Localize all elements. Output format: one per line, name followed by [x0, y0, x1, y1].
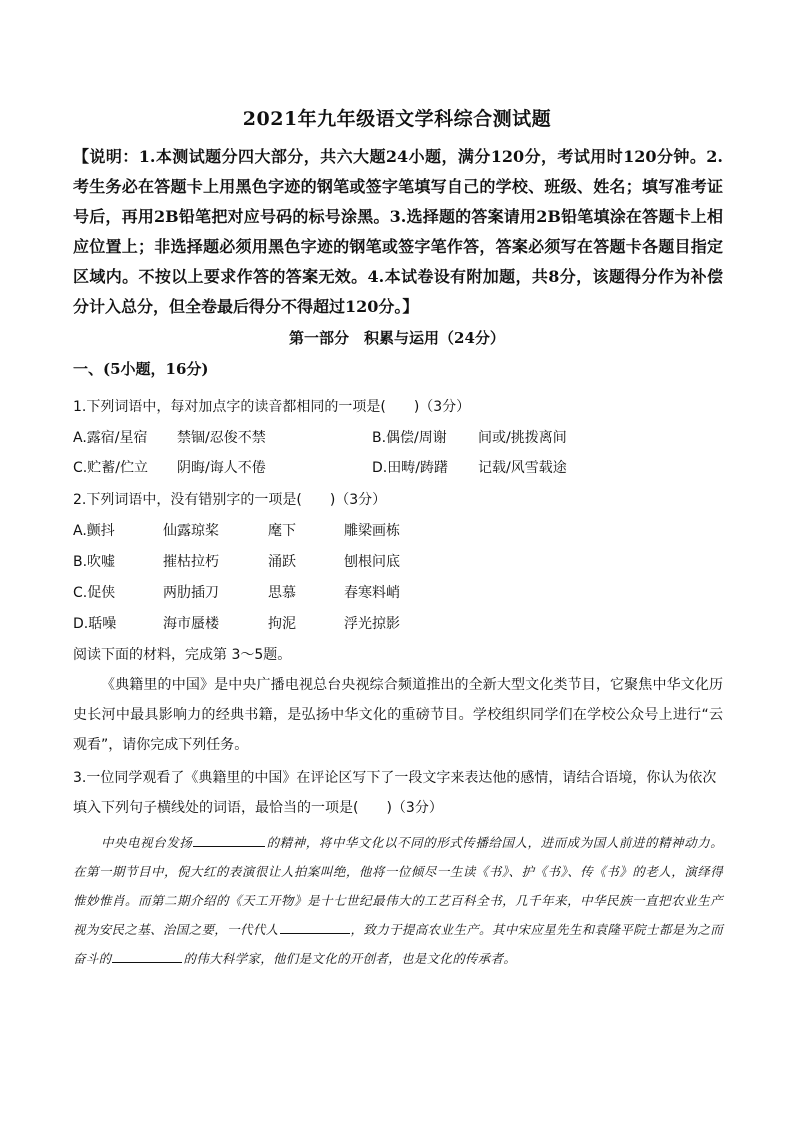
q2-option-c-word2: 思慕 [268, 585, 296, 601]
q2-option-d-word1: 海市蜃楼 [163, 616, 219, 632]
q1-option-d-phrase: 记载/风雪载途 [478, 460, 567, 476]
q3-passage-text-2: 的精神，将中华文化以不同的形式传播给国人，进而成为国人前进的精神动力。在第一期节目中，倪大红的表演很让人拍案叫绝，他将一位倾尽一生读《书》、护《书》、传《书》的老人，演绎得惟妙惟肖。而第二期介绍的《天工开物》是十七世纪最伟大的工艺百科全书，几千年来，中华民族一直把农业生产视为安民之基、治国之要，一代代人 [73, 835, 723, 937]
q2-option-b-word1: 摧枯拉朽 [163, 554, 219, 570]
q1-stem: 1.下列词语中，每对加点字的读音都相同的一项是( )（3分） [73, 399, 471, 415]
part1-heading: 第一部分 积累与运用（24分） [289, 329, 505, 347]
q3-stem: 3.一位同学观看了《典籍里的中国》在评论区写下了一段文字来表达他的感情，请结合语境，你认为依次填入下列句子横线处的词语，最恰当的一项是( )（3分） [73, 770, 717, 816]
q3-passage-text-3: ，致力于提高农业生产。其中宋应星先生和袁隆平院士都是为之而奋斗的 [73, 922, 723, 966]
q3-blank-3 [112, 948, 182, 963]
q2-option-d-word2: 拘泥 [268, 616, 296, 632]
q3-blank-1 [193, 832, 265, 847]
q1-option-a-phrase: 禁锢/忍俊不禁 [177, 430, 266, 446]
q2-option-b-letter: B.吹嘘 [73, 554, 116, 570]
q2-option-b-word2: 涌跃 [268, 554, 296, 570]
q3-passage [73, 828, 723, 973]
q2-option-d-letter: D.聒噪 [73, 616, 117, 632]
exam-title: 2021年九年级语文学科综合测试题 [242, 108, 552, 130]
q3-passage-text-1: 中央电视台发扬 [101, 835, 193, 850]
q2-option-a-word2: 麾下 [268, 523, 296, 539]
q2-option-a-word3: 雕梁画栋 [344, 523, 400, 539]
reading-intro: 阅读下面的材料，完成第 3～5题。 [73, 647, 292, 663]
exam-instructions: 【说明：1.本测试题分四大部分，共六大题24小题，满分120分，考试用时120分钟。2.考生务必在答题卡上用黑色字迹的钢笔或签字笔填写自己的学校、班级、姓名；填写准考证号后，再用2B铅笔把对应号码的标号涂黑。3.选择题的答案请用2B铅笔填涂在答题卡上相应位置上；非选择题必须用黑色字迹的钢笔或签字笔作答，答案必须写在答题卡各题目指定区域内。不按以上要求作答的答案无效。4.本试卷设有附加题，共8分，该题得分作为补偿分计入总分，但全卷最后得分不得超过120分。】 [73, 147, 723, 316]
q1-option-b-phrase: 间或/挑拨离间 [478, 430, 567, 446]
q3-blank-2 [280, 919, 350, 934]
q2-option-d-word3: 浮光掠影 [344, 616, 400, 632]
q1-option-c-phrase: 阴晦/诲人不倦 [177, 460, 266, 476]
q2-option-c-word3: 春寒料峭 [344, 585, 400, 601]
q1-option-d-letter: D.田畴/踌躇 [372, 460, 448, 476]
section1-heading: 一、(5小题，16分) [73, 360, 209, 378]
q2-option-b-word3: 刨根问底 [344, 554, 400, 570]
q2-option-c-letter: C.促侠 [73, 585, 116, 601]
q1-option-c-letter: C.贮蓄/伫立 [73, 460, 148, 476]
q2-option-a-word1: 仙露琼桨 [163, 523, 219, 539]
material-paragraph: 《典籍里的中国》是中央广播电视总台央视综合频道推出的全新大型文化类节目，它聚焦中华文化历史长河中最具影响力的经典书籍，是弘扬中华文化的重磅节目。学校组织同学们在学校公众号上进行“云观看”，请你完成下列任务。 [73, 677, 723, 753]
q1-option-b-letter: B.偶偿/周谢 [372, 430, 447, 446]
q3-passage-text-4: 的伟大科学家，他们是文化的开创者，也是文化的传承者。 [183, 951, 517, 966]
q1-option-a-letter: A.露宿/星宿 [73, 430, 148, 446]
q2-stem: 2.下列词语中，没有错别字的一项是( )（3分） [73, 492, 387, 508]
q2-option-a-letter: A.颤抖 [73, 523, 115, 539]
q2-option-c-word1: 两肋插刀 [163, 585, 219, 601]
